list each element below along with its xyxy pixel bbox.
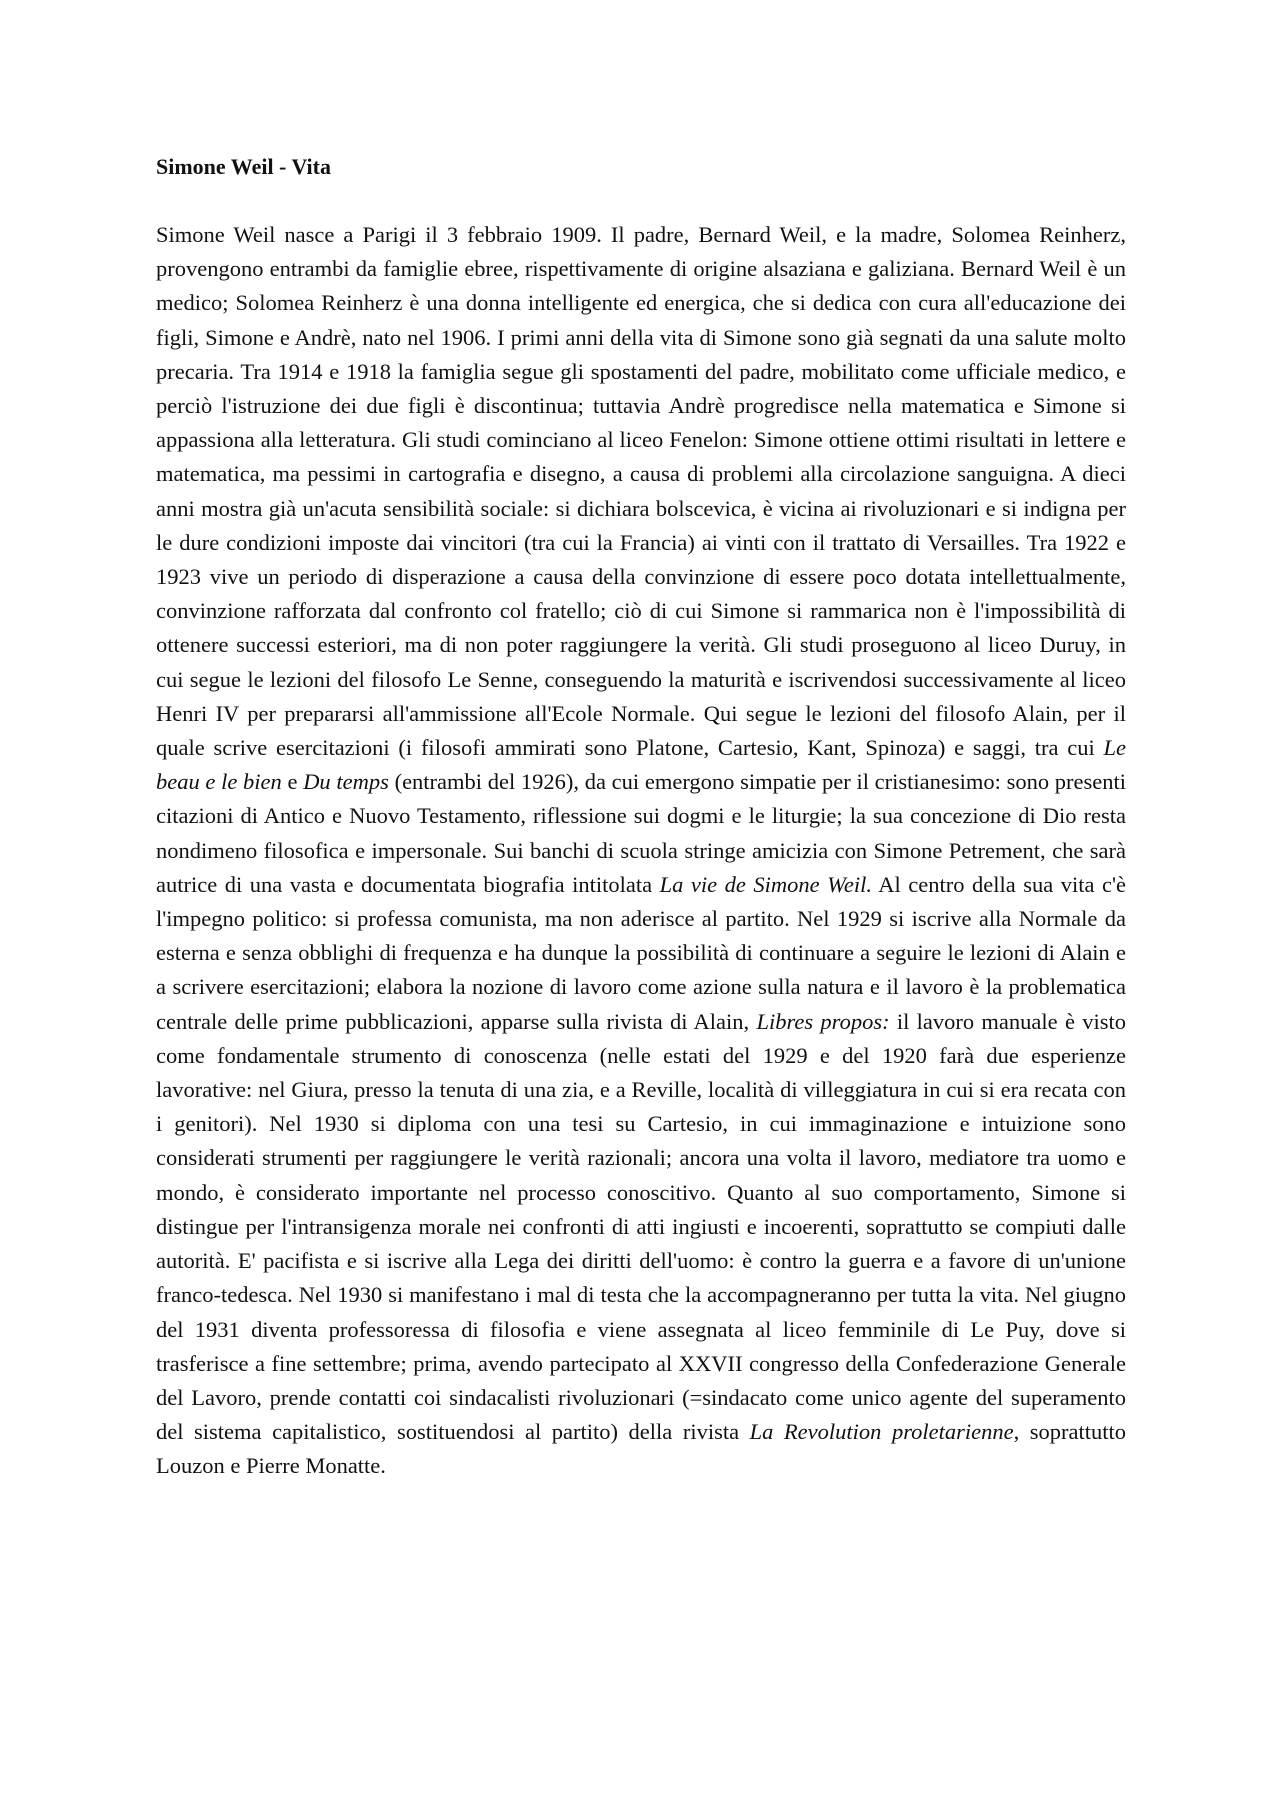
italic-title-segment: Le beau e le bien xyxy=(156,735,1126,795)
text-segment: il lavoro manuale è visto come fondamentale strumento di conoscenza (nelle estati del 1929 e del 1920 farà due esperienze lavorative: nel Giura, presso la tenuta di una zia, e a Reville, località di villeggiatura in cui si era recata con i genitori). Nel 1930 si diploma con una tesi su Cartesio, in cui immaginazione e intuizione sono considerati strumenti per raggiungere le verità razionali; ancora una volta il lavoro, mediatore tra uomo e mondo, è considerato importante nel processo conoscitivo. Quanto al suo comportamento, Simone si distingue per l'intransigenza morale nei confronti di atti ingiusti e incoerenti, soprattutto se compiuti dalle autorità. E' pacifista e si iscrive alla Lega dei diritti dell'uomo: è contro la guerra e a favore di un'unione franco-tedesca. Nel 1930 si manifestano i mal di testa che la accompagneranno per tutta la vita. Nel giugno del 1931 diventa professoressa di filosofia e viene assegnata al liceo femminile di Le Puy, dove si trasferisce a fine settembre; prima, avendo partecipato al XXVII congresso della Confederazione Generale del Lavoro, prende contatti coi sindacalisti rivoluzionari (=sindacato come unico agente del superamento del sistema capitalistico, sostituendosi al partito) della rivista xyxy=(156,1008,1126,1445)
document-content xyxy=(156,150,1126,1484)
text-segment: Simone Weil nasce a Parigi il 3 febbraio 1909. Il padre, Bernard Weil, e la madre, Solomea Reinherz, provengono entrambi da famiglie ebree, rispettivamente di origine alsaziana e galiziana. Bernard Weil è un medico; Solomea Reinherz è una donna intelligente ed energica, che si dedica con cura all'educazione dei figli, Simone e Andrè, nato nel 1906. I primi anni della vita di Simone sono già segnati da una salute molto precaria. Tra 1914 e 1918 la famiglia segue gli spostamenti del padre, mobilitato come ufficiale medico, e perciò l'istruzione dei due figli è discontinua; tuttavia Andrè progredisce nella matematica e Simone si appassiona alla letteratura. Gli studi cominciano al liceo Fenelon: Simone ottiene ottimi risultati in lettere e matematica, ma pessimi in cartografia e disegno, a causa di problemi alla circolazione sanguigna. A dieci anni mostra già un'acuta sensibilità sociale: si dichiara bolscevica, è vicina ai rivoluzionari e si indigna per le dure condizioni imposte dai vincitori (tra cui la Francia) ai vinti con il trattato di Versailles. Tra 1922 e 1923 vive un periodo di disperazione a causa della convinzione di essere poco dotata intellettualmente, convinzione rafforzata dal confronto col fratello; ciò di cui Simone si rammarica non è l'impossibilità di ottenere successi esteriori, ma di non poter raggiungere la verità. Gli studi proseguono al liceo Duruy, in cui segue le lezioni del filosofo Le Senne, conseguendo la maturità e iscrivendosi successivamente al liceo Henri IV per prepararsi all'ammissione all'Ecole Normale. Qui segue le lezioni del filosofo Alain, per il quale scrive esercitazioni (i filosofi ammirati sono Platone, Cartesio, Kant, Spinoza) e saggi, tra cui xyxy=(156,222,1126,761)
italic-title-segment: Libres propos: xyxy=(756,1008,890,1034)
italic-title-segment: La vie de Simone Weil. xyxy=(659,871,872,897)
text-segment: , soprattutto Louzon e Pierre Monatte. xyxy=(156,1419,1127,1479)
italic-title-segment: Du temps xyxy=(303,769,389,795)
text-segment: (entrambi del 1926), da cui emergono simpatie per il cristianesimo: sono presenti citazioni di Antico e Nuovo Testamento, riflessione sui dogmi e le liturgie; la sua concezione di Dio resta nondimeno filosofica e impersonale. Sui banchi di scuola stringe amicizia con Simone Petrement, che sarà autrice di una vasta e documentata biografia intitolata xyxy=(156,769,1126,897)
text-segment: e xyxy=(281,769,304,795)
document-title: Simone Weil - Vita xyxy=(156,154,331,179)
text-segment: Al centro della sua vita c'è l'impegno politico: si professa comunista, ma non aderisce al partito. Nel 1929 si iscrive alla Normale da esterna e senza obblighi di frequenza e ha dunque la possibilità di continuare a seguire le lezioni di Alain e a scrivere esercitazioni; elabora la nozione di lavoro come azione sulla natura e il lavoro è la problematica centrale delle prime pubblicazioni, apparse sulla rivista di Alain, xyxy=(156,871,1126,1034)
italic-title-segment: La Revolution proletarienne xyxy=(749,1419,1014,1445)
document-body xyxy=(156,218,1126,1484)
